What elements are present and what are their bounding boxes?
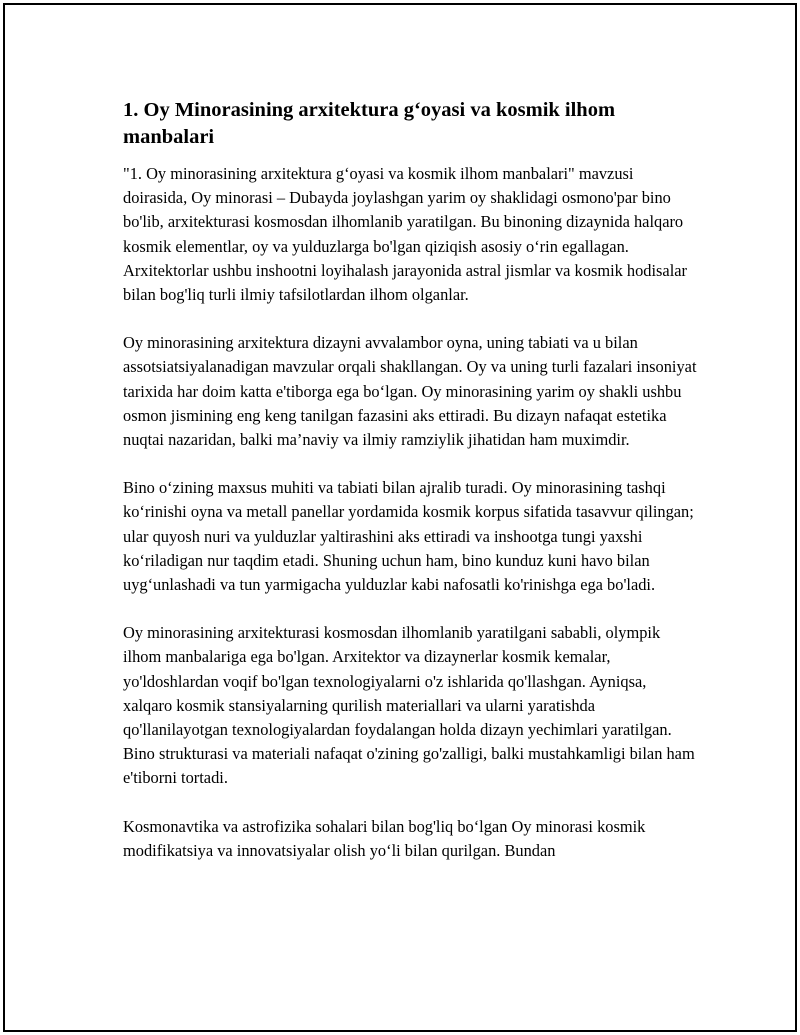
document-body [119,97,697,863]
paragraph-5: Kosmonavtika va astrofizika sohalari bilan bog'liq bo‘lgan Oy minorasi kosmik modifikatsiya va innovatsiyalar olish yo‘li bilan qurilgan. Bundan [123,816,646,860]
paragraph-2: Oy minorasining arxitektura dizayni avvalambor oyna, uning tabiati va u bilan assotsiatsiyalanadigan mavzular orqali shakllangan. Oy va uning turli fazalari insoniyat tarixida har doim katta e'tiborga ega bo‘lgan. Oy minorasining yarim oy shakli ushbu osmon jismining eng keng tanilgan fazasini aks ettiradi. Bu dizayn nafaqat estetika nuqtai nazaridan, balki ma’naviy va ilmiy ramziylik jihatidan ham muximdir. [123,333,697,450]
paragraph-4: Oy minorasining arxitekturasi kosmosdan ilhomlanib yaratilgani sababli, olympik ilhom manbalariga ega bo'lgan. Arxitektor va dizaynerlar kosmik kemalar, yo'ldoshlardan voqif bo'lgan texnologiyalarni o'z ishlarida qo'llashgan. Ayniqsa, xalqaro kosmik stansiyalarning qurilish materiallari va ularni yaratishda qo'llanilayotgan texnologiyalardan foydalangan holda dizayn yechimlari yaratilgan. Bino strukturasi va materiali nafaqat o'zining go'zalligi, balki mustahkamligi bilan ham e'tiborni tortadi. [123,623,695,788]
paragraph-3: Bino o‘zining maxsus muhiti va tabiati bilan ajralib turadi. Oy minorasining tashqi ko‘rinishi oyna va metall panellar yordamida kosmik korpus sifatida tasavvur qilingan; ular quyosh nuri va yulduzlar yaltirashini aks ettiradi va inshootga tungi yaxshi ko‘riladigan nur taqdim etadi. Shuning uchun ham, bino kunduz kuni havo bilan uyg‘unlashadi va tun yarmigacha yulduzlar kabi nafosatli ko'rinishga ega bo'ladi. [123,478,694,595]
paragraph-1: "1. Oy minorasining arxitektura g‘oyasi va kosmik ilhom manbalari" mavzusi doirasida, Oy minorasi – Dubayda joylashgan yarim oy shaklidagi osmono'par bino bo'lib, arxitekturasi kosmosdan ilhomlanib yaratilgan. Bu binoning dizaynida halqaro kosmik elementlar, oy va yulduzlarga bo'lgan qiziqish asosiy o‘rin egallagan. Arxitektorlar ushbu inshootni loyihalash jarayonida astral jismlar va kosmik hodisalar bilan bog'liq turli ilmiy tafsilotlardan ilhom olganlar. [123,164,687,305]
page-frame [3,3,797,1032]
section-heading: 1. Oy Minorasining arxitektura g‘oyasi va kosmik ilhom manbalari [123,99,616,148]
